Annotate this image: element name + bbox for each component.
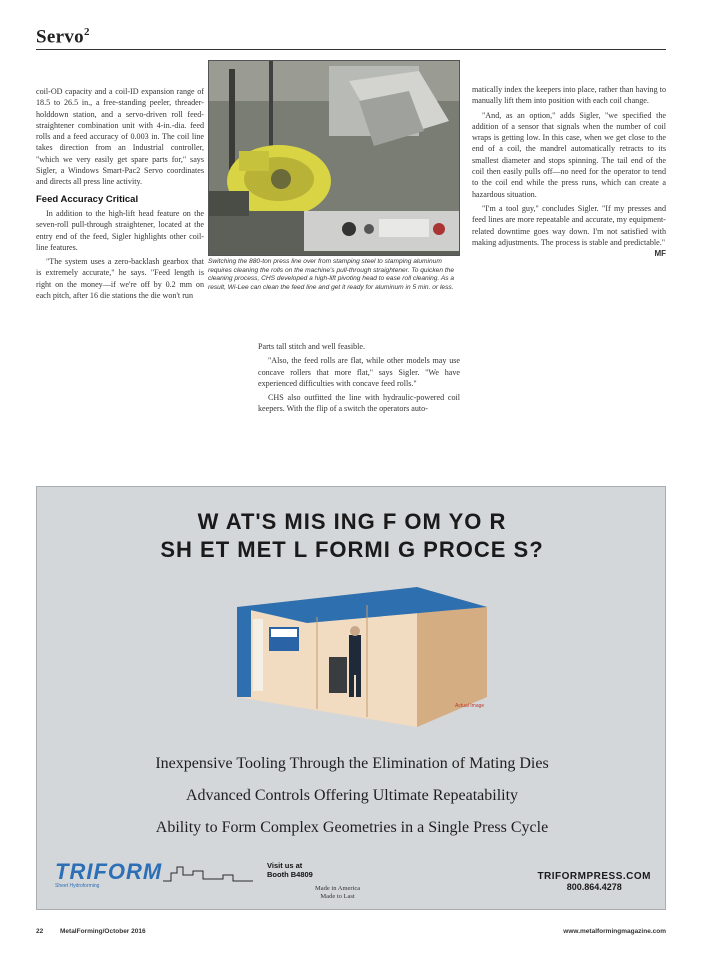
magazine-url[interactable]: www.metalformingmagazine.com [563, 928, 666, 935]
paragraph: CHS also outfitted the line with hydraulic-powered coil keepers. With the flip of a switch the operators auto- [258, 393, 460, 414]
phone: 800.864.4278 [566, 882, 622, 892]
page-footer [36, 928, 666, 940]
article-column-1 [36, 86, 204, 304]
paragraph: coil-OD capacity and a coil-ID expansion range of 18.5 to 26.5 in., a free-standing peeler, threader-holddown station, and a servo-driven roll feed-straightener combination unit with 4-in.-dia. feed rolls and a feed accuracy of 0.003 in. The coil line takes direction from an Industrial controller, "which we very easily get spare parts for," says Sigler, a Windows Smart-Pac2 Servo coordinates and directs all press line activity. [36, 87, 204, 187]
section-title: Servo$^2$ [36, 26, 90, 48]
advertisement [36, 486, 666, 910]
paragraph: "The system uses a zero-backlash gearbox that is extremely accurate," he says. "Feed length is right on the money—if we're off by 0.2 mm on each pitch, after 16 die stations the die won't run [36, 257, 204, 301]
press-machine-image [217, 577, 507, 735]
section-subhead: Feed Accuracy Critical [36, 193, 139, 205]
paragraph: "Also, the feed rolls are flat, while other models may use concave rollers that more flat," says Sigler. "We have experienced difficulties with concave feed rolls." [258, 356, 460, 388]
paragraph: "And, as an option," adds Sigler, "we specified the addition of a sensor that signals when the number of coil wraps is getting low. In this case, when we get close to the end of a coil, the mandrel automatically retracts to its smallest diameter and stops spinning. The tail end of the coil then easily pulls off—no need for the operator to tend to the coil end while the press runs, which can create a hazardous situation. [472, 110, 666, 199]
skyline-icon [163, 861, 253, 885]
website[interactable]: TRIFORMPRESS.COM [537, 871, 651, 882]
triform-logo: TRIFORM Sheet Hydroforming [55, 859, 163, 889]
made-in-america: Made in America Made to Last [315, 885, 361, 900]
paragraph: In addition to the high-lift head feature on the seven-roll pull-through straightener, located at the entry end of the feed, Sigler highlights other coil-line features. [36, 208, 204, 252]
ad-headline-line-2: SH ET MET L FORMI G PROCE S? [160, 537, 544, 562]
ad-bullet: Ability to Form Complex Geometries in a Single Press Cycle [155, 819, 549, 836]
photo-tag: Actual Image [455, 703, 485, 709]
article-column-2 [258, 341, 460, 418]
page-number: 22 [36, 928, 44, 935]
page-header [36, 26, 666, 50]
photo-caption: Switching the 880-ton press line over from stamping steel to stamping aluminum requires cleaning the rolls on the machine's pull-through straightener. To quicken the cleaning process, CHS developed a high-lift pivoting head to ease roll cleaning. As a result, Wi-Lee can clean the feed line and get it ready for aluminum in 5 min. or less. [208, 258, 455, 291]
article-column-3 [472, 84, 666, 259]
paragraph: matically index the keepers into place, rather than having to manually lift them into position with each coil change. [472, 85, 666, 106]
ad-bullet: Inexpensive Tooling Through the Elimination of Mating Dies [155, 755, 549, 772]
article-photo [208, 60, 460, 256]
end-mark: MF [654, 249, 666, 259]
booth-info: Visit us at Booth B4809 [267, 861, 313, 879]
press-line-photo [209, 61, 460, 256]
paragraph: "I'm a tool guy," concludes Sigler. "If my presses and feed lines are more repeatable and accurate, my equipment-related downtime goes way down. I'm not satisfied with making adjustments. The process is stable and predictable." MF [472, 203, 666, 259]
contact-block [537, 871, 651, 892]
magazine-issue: MetalForming/October 2016 [60, 928, 146, 935]
ad-bullet: Advanced Controls Offering Ultimate Repeatability [185, 787, 519, 804]
ad-headline-line-1: W AT'S MIS ING F OM YO R [197, 509, 507, 534]
paragraph: Parts tall stitch and well feasible. [258, 342, 365, 351]
